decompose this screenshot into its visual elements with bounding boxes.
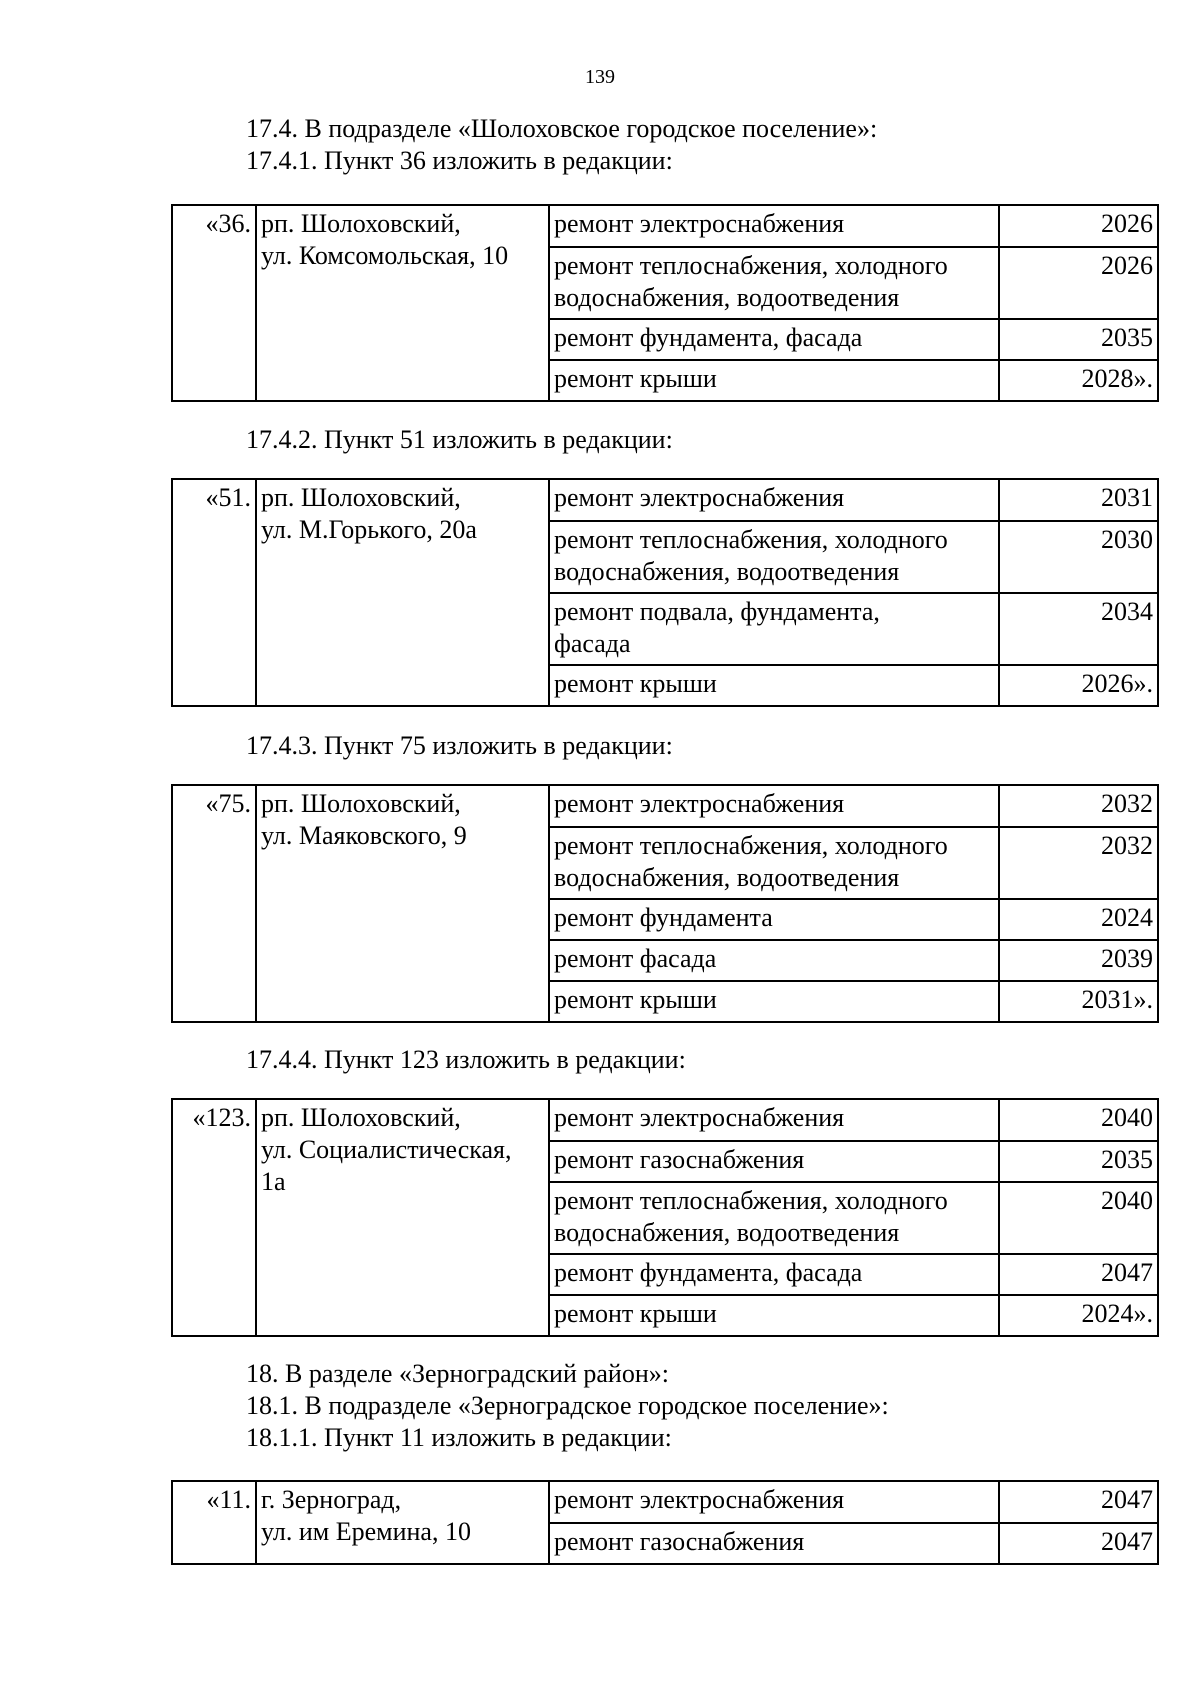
year-cell: 2032	[999, 785, 1158, 827]
address-cell	[256, 479, 549, 706]
work-line: ремонт крыши	[554, 669, 717, 698]
year-cell: 2024	[999, 899, 1158, 940]
work-cell	[549, 1099, 999, 1141]
table-item-75	[171, 784, 1159, 1023]
item-number: «36.	[172, 205, 256, 401]
address-cell	[256, 785, 549, 1022]
work-line: ремонт газоснабжения	[554, 1145, 805, 1174]
work-line: ремонт электроснабжения	[554, 789, 845, 818]
section-18-1-heading: 18.1. В подразделе «Зерноградское городское поселение»:	[246, 1391, 889, 1420]
address-cell	[256, 205, 549, 401]
item-17-4-1-heading: 17.4.1. Пункт 36 изложить в редакции:	[246, 146, 673, 175]
item-17-4-2-heading: 17.4.2. Пункт 51 изложить в редакции:	[246, 425, 673, 454]
year-cell: 2047	[999, 1481, 1158, 1523]
year-cell: 2047	[999, 1523, 1158, 1564]
address-line: 1а	[261, 1167, 286, 1196]
address-line: ул. Социалистическая,	[261, 1135, 512, 1164]
work-cell	[549, 479, 999, 521]
work-line: ремонт теплоснабжения, холодного	[554, 831, 948, 860]
item-number: «123.	[172, 1099, 256, 1336]
work-cell	[549, 247, 999, 319]
year-cell: 2047	[999, 1254, 1158, 1295]
section-17-4-heading: 17.4. В подразделе «Шолоховское городское поселение»:	[246, 114, 878, 143]
address-line: рп. Шолоховский,	[261, 789, 461, 818]
address-line: ул. Маяковского, 9	[261, 821, 467, 850]
item-number: «51.	[172, 479, 256, 706]
address-line: ул. Комсомольская, 10	[261, 241, 509, 270]
address-line: рп. Шолоховский,	[261, 1103, 461, 1132]
work-cell	[549, 1523, 999, 1564]
year-cell: 2034	[999, 593, 1158, 665]
year-cell: 2026	[999, 205, 1158, 247]
page-number: 139	[585, 66, 615, 88]
section-18-heading: 18. В разделе «Зерноградский район»:	[246, 1359, 669, 1388]
work-line: ремонт электроснабжения	[554, 209, 845, 238]
address-line: ул. им Еремина, 10	[261, 1517, 471, 1546]
year-cell: 2031	[999, 479, 1158, 521]
year-cell: 2039	[999, 940, 1158, 981]
work-line: ремонт фасада	[554, 944, 717, 973]
work-cell	[549, 1481, 999, 1523]
work-cell	[549, 940, 999, 981]
work-line: ремонт крыши	[554, 985, 717, 1014]
work-cell	[549, 899, 999, 940]
work-line: ремонт фундамента	[554, 903, 773, 932]
address-line: рп. Шолоховский,	[261, 483, 461, 512]
work-line: водоснабжения, водоотведения	[554, 557, 900, 586]
item-18-1-1-heading: 18.1.1. Пункт 11 изложить в редакции:	[246, 1423, 672, 1452]
year-cell: 2031».	[999, 981, 1158, 1022]
item-number: «11.	[172, 1481, 256, 1564]
work-line: ремонт теплоснабжения, холодного	[554, 525, 948, 554]
work-cell	[549, 981, 999, 1022]
year-cell: 2030	[999, 521, 1158, 593]
work-line: водоснабжения, водоотведения	[554, 283, 900, 312]
item-17-4-3-heading: 17.4.3. Пункт 75 изложить в редакции:	[246, 731, 673, 760]
year-cell: 2024».	[999, 1295, 1158, 1336]
work-line: ремонт подвала, фундамента,	[554, 597, 880, 626]
year-cell: 2028».	[999, 360, 1158, 401]
item-17-4-4-heading: 17.4.4. Пункт 123 изложить в редакции:	[246, 1045, 686, 1074]
work-line: ремонт фундамента, фасада	[554, 323, 863, 352]
work-cell	[549, 360, 999, 401]
work-cell	[549, 319, 999, 360]
work-cell	[549, 1295, 999, 1336]
work-cell	[549, 665, 999, 706]
table-row	[172, 479, 1158, 521]
year-cell: 2040	[999, 1099, 1158, 1141]
work-cell	[549, 827, 999, 899]
work-line: ремонт электроснабжения	[554, 1485, 845, 1514]
address-line: ул. М.Горького, 20а	[261, 515, 477, 544]
work-cell	[549, 205, 999, 247]
work-cell	[549, 593, 999, 665]
year-cell: 2035	[999, 319, 1158, 360]
work-line: ремонт теплоснабжения, холодного	[554, 1186, 948, 1215]
year-cell: 2040	[999, 1182, 1158, 1254]
work-cell	[549, 1141, 999, 1182]
work-cell	[549, 1254, 999, 1295]
address-line: рп. Шолоховский,	[261, 209, 461, 238]
year-cell: 2026».	[999, 665, 1158, 706]
work-line: ремонт электроснабжения	[554, 483, 845, 512]
work-line: ремонт фундамента, фасада	[554, 1258, 863, 1287]
work-line: ремонт крыши	[554, 364, 717, 393]
table-row	[172, 205, 1158, 247]
table-item-11	[171, 1480, 1159, 1565]
table-row	[172, 1481, 1158, 1523]
year-cell: 2026	[999, 247, 1158, 319]
work-line: ремонт газоснабжения	[554, 1527, 805, 1556]
work-line: ремонт теплоснабжения, холодного	[554, 251, 948, 280]
table-row	[172, 785, 1158, 827]
address-cell	[256, 1099, 549, 1336]
item-number: «75.	[172, 785, 256, 1022]
year-cell: 2035	[999, 1141, 1158, 1182]
table-row	[172, 1099, 1158, 1141]
work-line: водоснабжения, водоотведения	[554, 863, 900, 892]
table-item-51	[171, 478, 1159, 707]
work-line: ремонт электроснабжения	[554, 1103, 845, 1132]
address-cell	[256, 1481, 549, 1564]
work-line: ремонт крыши	[554, 1299, 717, 1328]
year-cell: 2032	[999, 827, 1158, 899]
work-line: водоснабжения, водоотведения	[554, 1218, 900, 1247]
address-line: г. Зерноград,	[261, 1485, 402, 1514]
work-line: фасада	[554, 629, 631, 658]
work-cell	[549, 521, 999, 593]
table-item-123	[171, 1098, 1159, 1337]
work-cell	[549, 785, 999, 827]
work-cell	[549, 1182, 999, 1254]
table-item-36	[171, 204, 1159, 402]
